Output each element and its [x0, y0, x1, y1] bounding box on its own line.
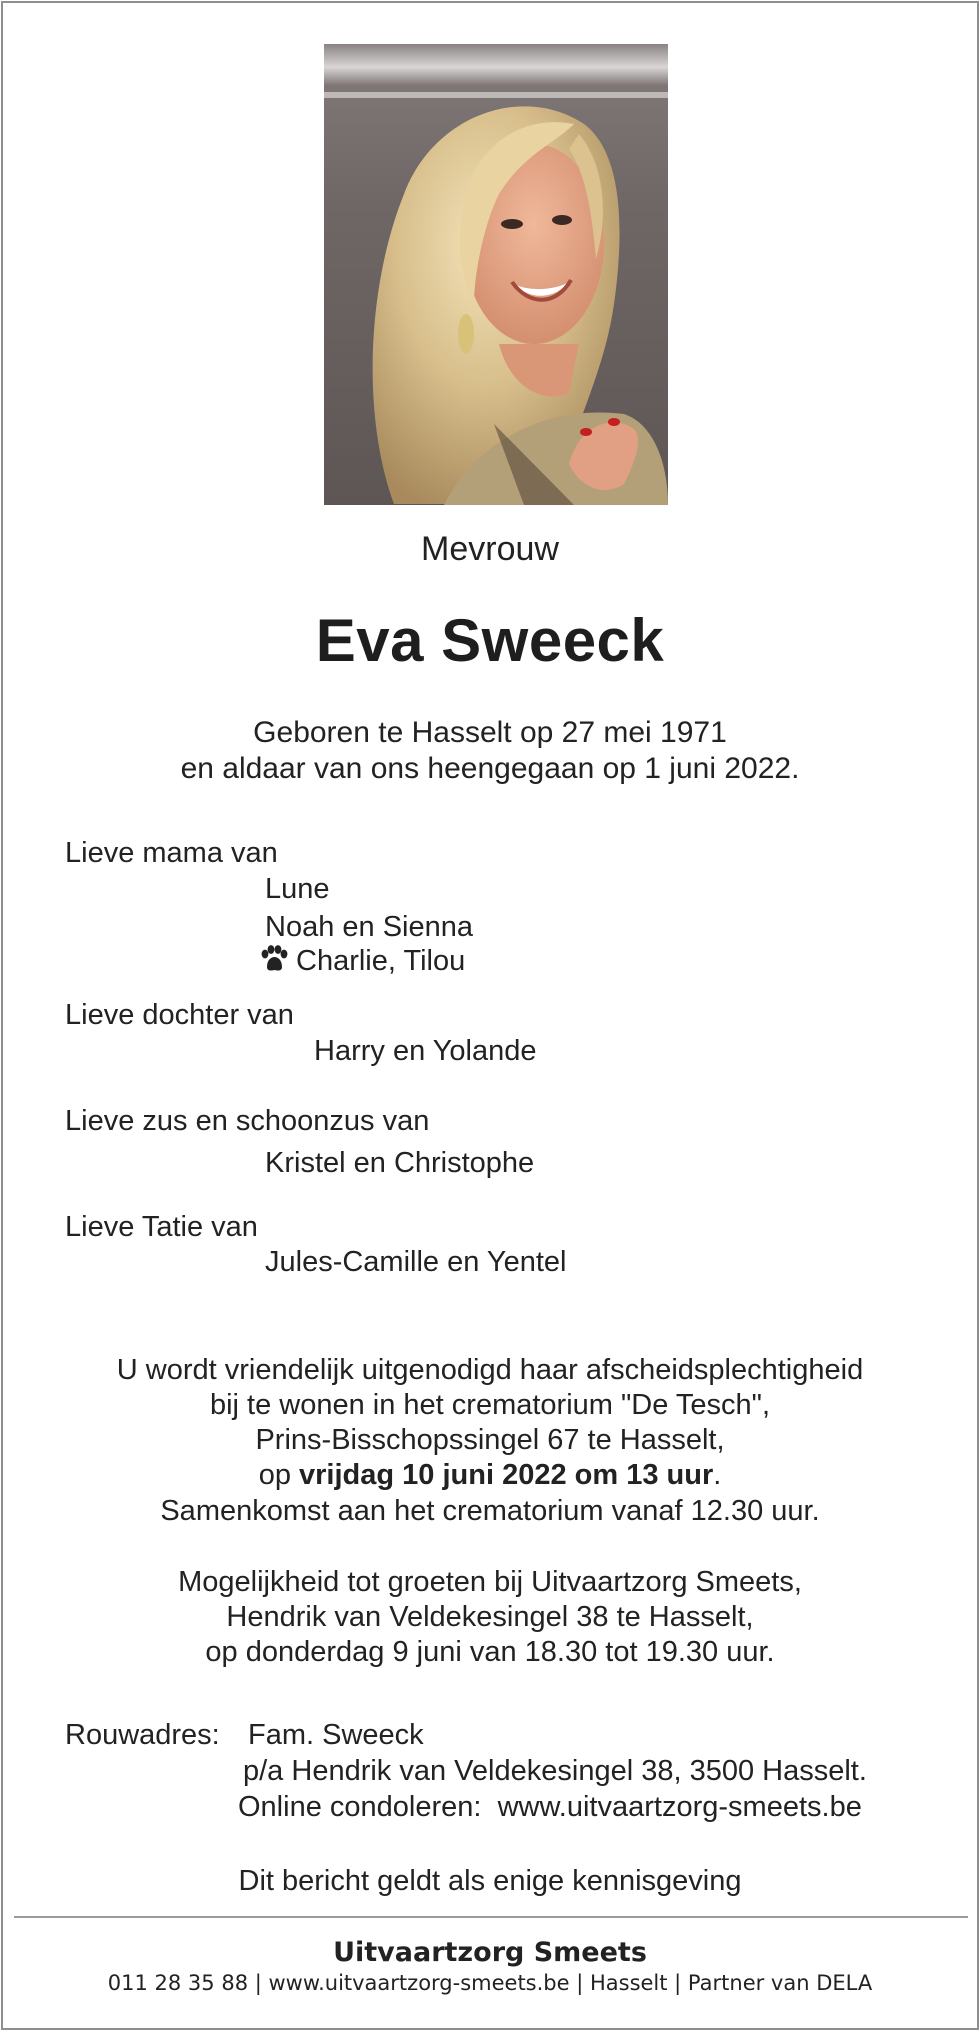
relation-sister-names: Kristel en Christophe: [265, 1147, 535, 1179]
relation-mama-label: Lieve mama van: [65, 837, 278, 869]
ceremony-line: Samenkomst aan het crematorium vanaf 12.30 uur.: [160, 1495, 820, 1527]
deceased-name: Eva Sweeck: [315, 607, 665, 674]
greeting-line: op donderdag 9 juni van 18.30 tot 19.30 uur.: [205, 1636, 775, 1668]
ceremony-suffix: .: [713, 1459, 722, 1491]
ceremony-date: vrijdag 10 juni 2022 om 13 uur: [299, 1459, 714, 1491]
online-link[interactable]: www.uitvaartzorg-smeets.be: [497, 1791, 862, 1823]
ceremony-line: bij te wonen in het crematorium "De Tesch",: [209, 1389, 771, 1421]
greeting-line: Mogelijkheid tot groeten bij Uitvaartzorg Smeets,: [178, 1566, 802, 1598]
relation-mama-name: Lune: [265, 873, 330, 905]
footer-info: 011 28 35 88 | www.uitvaartzorg-smeets.be | Hasselt | Partner van DELA: [107, 1971, 873, 1995]
relation-tatie-label: Lieve Tatie van: [65, 1211, 258, 1243]
ceremony-prefix: op: [258, 1459, 300, 1491]
portrait-photo: [324, 44, 668, 505]
relation-mama-name: Charlie, Tilou: [296, 945, 466, 977]
address-name: Fam. Sweeck: [248, 1719, 424, 1751]
ceremony-line: Prins-Bisschopssingel 67 te Hasselt,: [255, 1424, 725, 1456]
notice-text: Dit bericht geldt als enige kennisgeving: [238, 1865, 742, 1897]
relation-sister-label: Lieve zus en schoonzus van: [65, 1105, 430, 1137]
greeting-line: Hendrik van Veldekesingel 38 te Hasselt,: [226, 1601, 754, 1633]
ceremony-line: U wordt vriendelijk uitgenodigd haar afscheidsplechtigheid: [116, 1354, 864, 1386]
address-label: Rouwadres:: [65, 1719, 220, 1751]
honorific: Mevrouw: [421, 530, 559, 568]
ceremony-datetime: [0, 1458, 980, 1493]
relation-pets-line: [258, 944, 465, 979]
footer-company: Uitvaartzorg Smeets: [333, 1937, 647, 1968]
birth-line: Geboren te Hasselt op 27 mei 1971: [253, 716, 727, 749]
online-label: Online condoleren:: [238, 1791, 482, 1823]
relation-tatie-names: Jules-Camille en Yentel: [265, 1246, 567, 1278]
footer-divider: [14, 1916, 968, 1918]
online-condolences: [238, 1790, 862, 1825]
relation-daughter-names: Harry en Yolande: [314, 1035, 537, 1067]
relation-mama-name: Noah en Sienna: [265, 911, 473, 943]
paw-icon: [258, 945, 288, 973]
relation-daughter-label: Lieve dochter van: [65, 999, 294, 1031]
address-street: p/a Hendrik van Veldekesingel 38, 3500 Hasselt.: [243, 1755, 867, 1787]
death-line: en aldaar van ons heengegaan op 1 juni 2022.: [180, 752, 800, 785]
